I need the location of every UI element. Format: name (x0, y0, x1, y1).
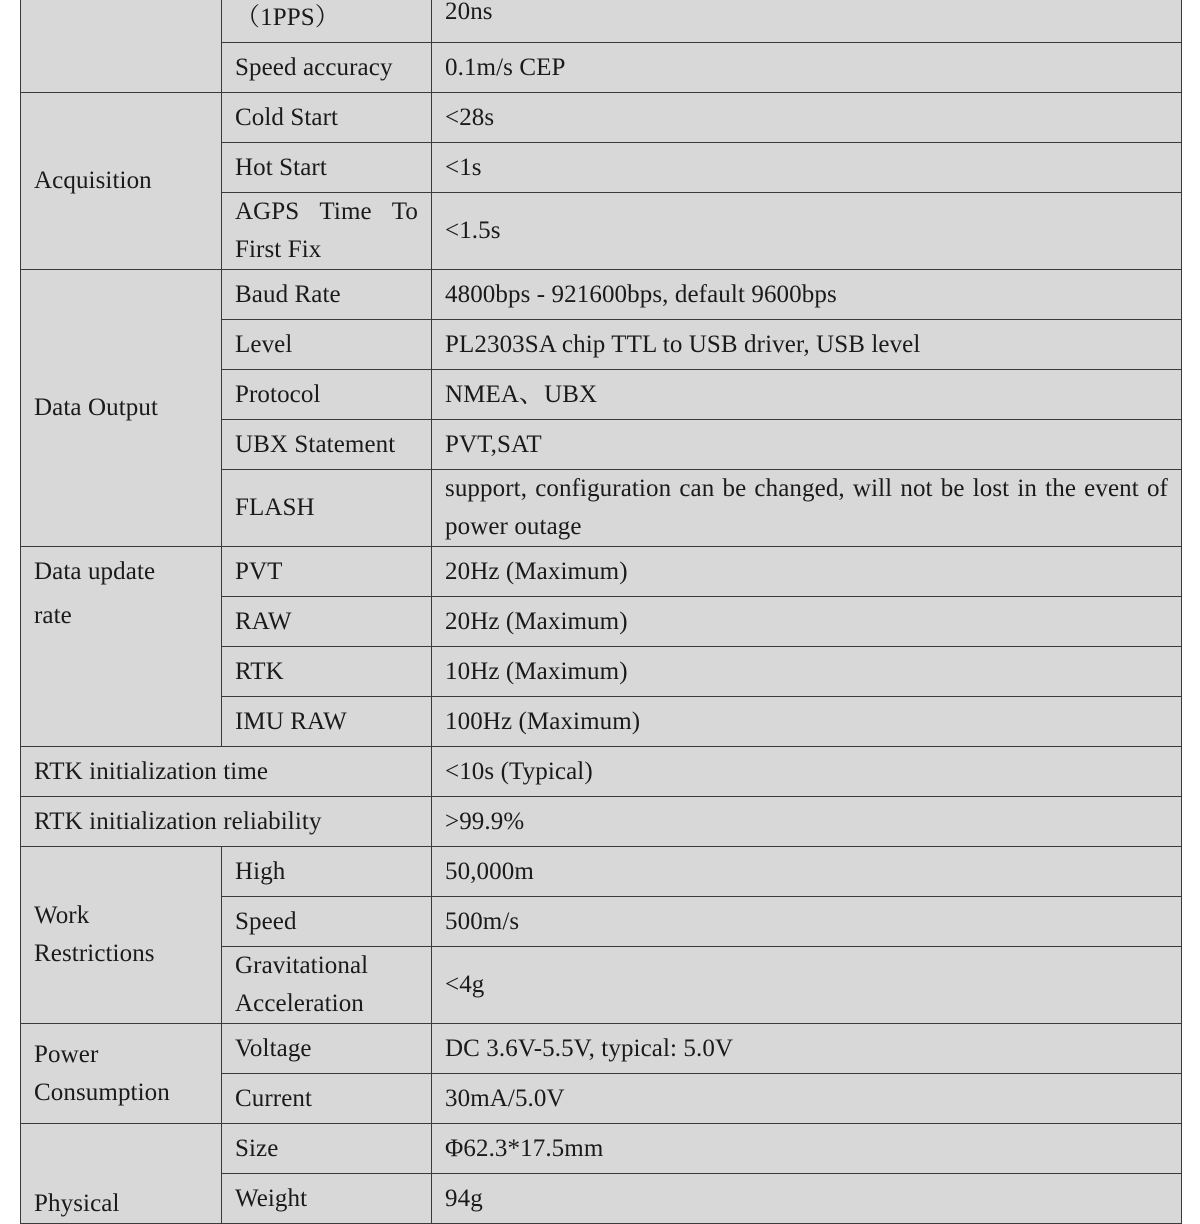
table-row (21, 0, 1182, 43)
spec-table (20, 0, 1182, 1224)
group-label-line: Power (34, 1040, 99, 1068)
table-row (21, 847, 1182, 897)
group-cell-physical (21, 1124, 222, 1224)
param-value: 94g (432, 1174, 1182, 1224)
table-row (21, 547, 1182, 597)
param-value: 20Hz (Maximum) (432, 547, 1182, 597)
param-value: 500m/s (432, 897, 1182, 947)
group-cell-acquisition: Acquisition (21, 93, 222, 270)
table-row (21, 93, 1182, 143)
param-value: <10s (Typical) (432, 747, 1182, 797)
group-cell-timing (21, 0, 222, 93)
param-label: Voltage (222, 1024, 432, 1074)
param-label: Weight (222, 1174, 432, 1224)
param-value: 30mA/5.0V (432, 1074, 1182, 1124)
param-label: RAW (222, 597, 432, 647)
param-label: IMU RAW (222, 697, 432, 747)
group-cell-power (21, 1024, 222, 1124)
param-label (222, 193, 432, 270)
param-value: 10Hz (Maximum) (432, 647, 1182, 697)
param-label-line: Acceleration (235, 990, 364, 1017)
param-value: <1.5s (432, 193, 1182, 270)
param-label (222, 947, 432, 1024)
param-value: PVT,SAT (432, 420, 1182, 470)
table-row (21, 797, 1182, 847)
param-label-line: AGPS Time To (235, 198, 418, 225)
group-label-line: Data update (34, 558, 156, 585)
param-label: Speed accuracy (222, 43, 432, 93)
param-label-line: Gravitational (235, 952, 369, 979)
param-label: RTK (222, 647, 432, 697)
param-value: PL2303SA chip TTL to USB driver, USB level (432, 320, 1182, 370)
param-value: 0.1m/s CEP (432, 43, 1182, 93)
param-label: Speed (222, 897, 432, 947)
param-label: Hot Start (222, 143, 432, 193)
param-label: Protocol (222, 370, 432, 420)
param-label: Cold Start (222, 93, 432, 143)
group-label-line: Physical (34, 1190, 120, 1217)
group-cell-update-rate (21, 547, 222, 747)
param-label: FLASH (222, 470, 432, 547)
param-label: Level (222, 320, 432, 370)
param-label: Baud Rate (222, 270, 432, 320)
param-value: <4g (432, 947, 1182, 1024)
group-label-line: Consumption (34, 1078, 170, 1106)
table-row (21, 1024, 1182, 1074)
param-label: High (222, 847, 432, 897)
param-value: NMEA、UBX (432, 370, 1182, 420)
param-label: RTK initialization time (21, 747, 432, 797)
param-value: <28s (432, 93, 1182, 143)
param-label: （1PPS） (222, 0, 432, 43)
param-value: support, configuration can be changed, will not be lost in the event of power outage (432, 470, 1182, 547)
param-label: Size (222, 1124, 432, 1174)
param-value: <1s (432, 143, 1182, 193)
param-value: >99.9% (432, 797, 1182, 847)
group-label-line: Work (34, 902, 90, 929)
param-value: 50,000m (432, 847, 1182, 897)
table-row (21, 1124, 1182, 1174)
table-row (21, 270, 1182, 320)
param-label-line: First Fix (235, 236, 322, 263)
param-label: UBX Statement (222, 420, 432, 470)
table-row (21, 747, 1182, 797)
param-value: Φ62.3*17.5mm (432, 1124, 1182, 1174)
param-value: DC 3.6V-5.5V, typical: 5.0V (432, 1024, 1182, 1074)
param-label: PVT (222, 547, 432, 597)
param-value: 4800bps - 921600bps, default 9600bps (432, 270, 1182, 320)
group-cell-work-restrictions (21, 847, 222, 1024)
group-label-line: Restrictions (34, 940, 155, 967)
param-value: 100Hz (Maximum) (432, 697, 1182, 747)
param-value: 20ns (432, 0, 1182, 43)
param-value: 20Hz (Maximum) (432, 597, 1182, 647)
group-label-line: rate (34, 602, 72, 629)
param-label: Current (222, 1074, 432, 1124)
param-label: RTK initialization reliability (21, 797, 432, 847)
group-cell-data-output: Data Output (21, 270, 222, 547)
